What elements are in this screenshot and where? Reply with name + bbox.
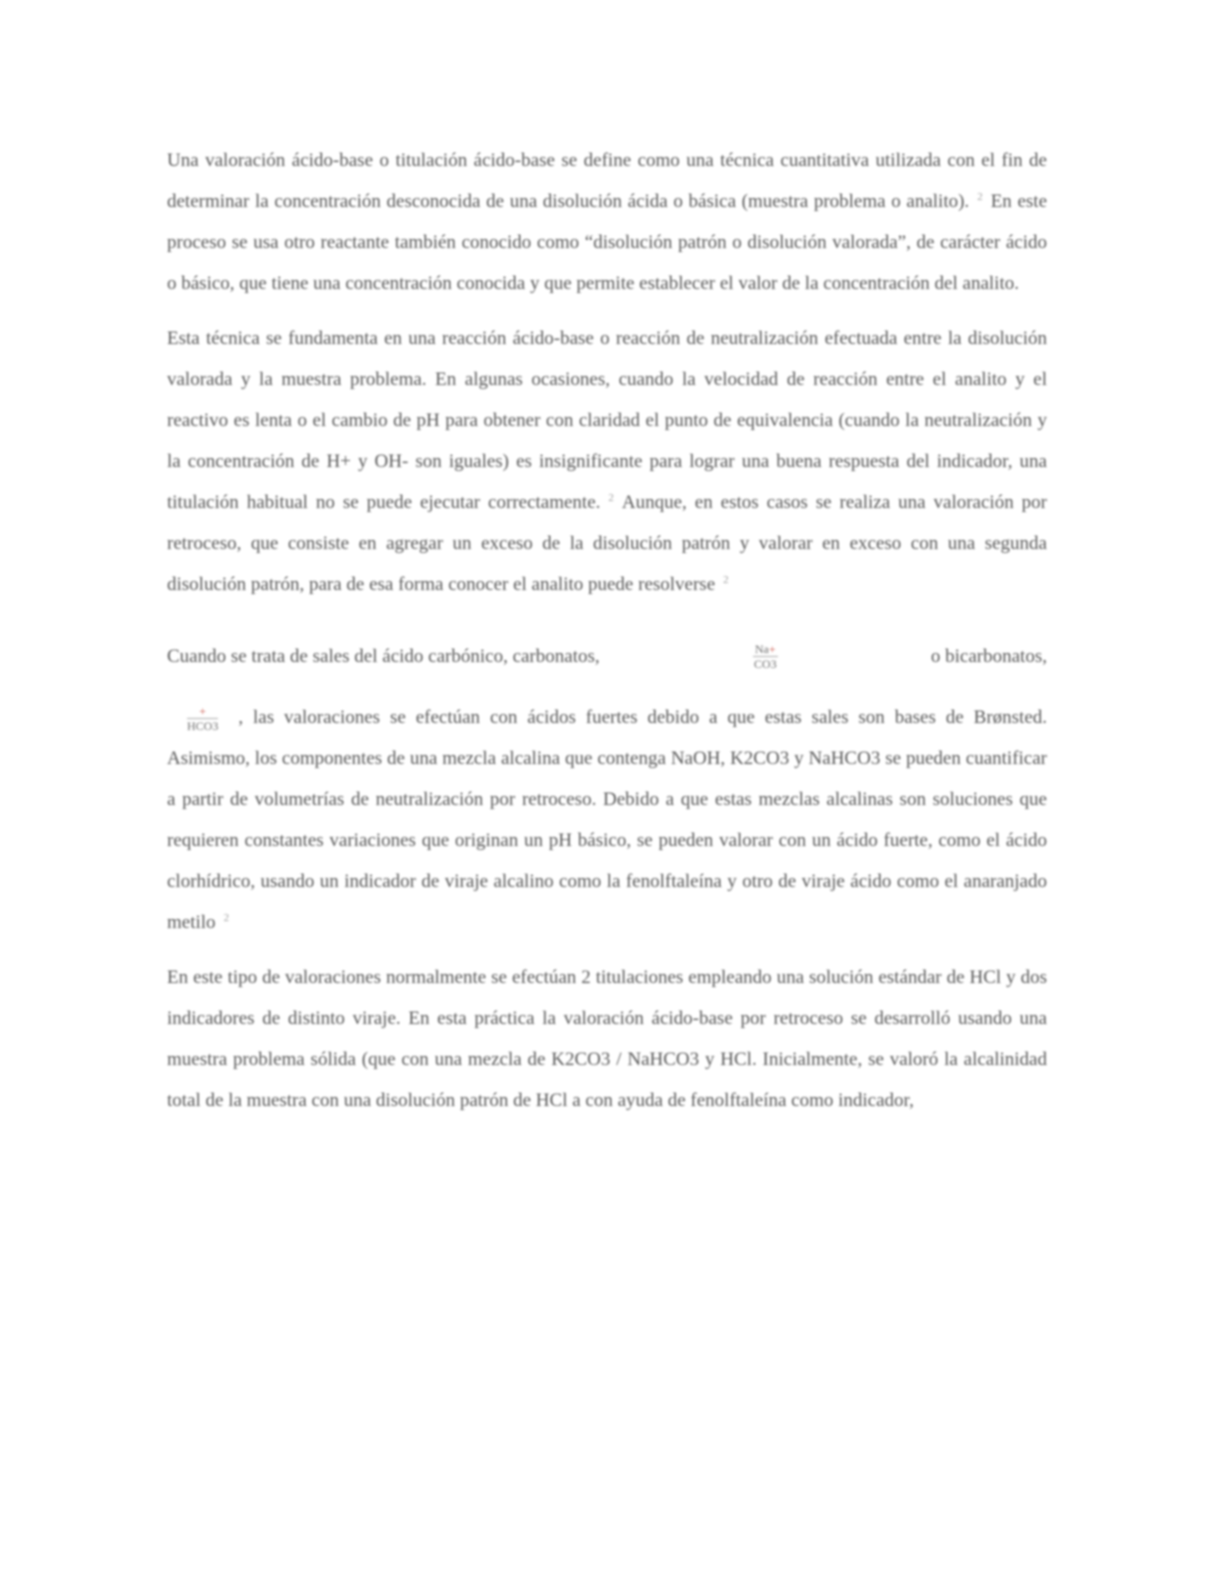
paragraph-1-text-b: En este proceso se usa otro reactante también conocido como “disolución patrón o disolución valorada”, de carácter ácido o básico, que tiene una concentración conocida y que permite establecer el valor de la concentración del analito. bbox=[167, 191, 1047, 294]
paragraph-3: $\frac{+}{\text{HCO3}}$ , las valoraciones se efectúan con ácidos fuertes debido a que estas sales son bases de Brønsted. Asimismo, los componentes de una mezcla alcalina que contenga NaOH, K2CO3 y NaHCO3 se pueden cuantificar a partir de volumetrías de neutralización por retroceso. Debido a que estas mezclas alcalinas son soluciones que requieren constantes variaciones que originan un pH básico, se pueden valorar con un ácido fuerte, como el ácido clorhídrico, usando un indicador de viraje alcalino como la fenolftaleína y otro de viraje ácido como el anaranjado metilo 2 bbox=[167, 704, 1047, 933]
formula-denominator: HCO3 bbox=[187, 719, 219, 734]
paragraph-4-text-a: En este tipo de valoraciones normalmente se efectúan 2 titulaciones empleando una solución estándar de HCl y dos indicadores de distinto viraje. En esta práctica la valoración ácido-base por retroceso se desarrolló usando una muestra problema sólida (que con una mezcla de K2CO3 / NaHCO3 y HCl. Inicialmente, se valoró la alcalinidad total de la muestra con una disolución patrón de HCl a con ayuda de fenolftaleína como indicador, bbox=[167, 967, 1047, 1111]
paragraph-1: Una valoración ácido-base o titulación ácido-base se define como una técnica cuantitativa utilizada con el fin de determinar la concentración desconocida de una disolución ácida o básica (muestra problema o analito). 2 En este proceso se usa otro reactante también conocido como “disolución patrón o disolución valorada”, de carácter ácido o básico, que tiene una concentración conocida y que permite establecer el valor de la concentración del analito. bbox=[167, 150, 1047, 294]
paragraph-4 bbox=[167, 957, 1047, 1121]
formula-numerator: + bbox=[187, 704, 218, 719]
paragraph-3-text-b: , las valoraciones se efectúan con ácidos fuertes debido a que estas sales son bases de Brønsted. Asimismo, los componentes de una mezcla alcalina que contenga NaOH, K2CO3 y NaHCO3 se pueden cuantificar a partir de volumetrías de neutralización por retroceso. Debido a que estas mezclas alcalinas son soluciones que requieren constantes variaciones que originan un pH básico, se pueden valorar con un ácido fuerte, como el ácido clorhídrico, usando un indicador de viraje alcalino como la fenolftaleína y otro de viraje ácido como el anaranjado metilo bbox=[167, 707, 1047, 933]
formula-lead-text: Cuando se trata de sales del ácido carbónico, carbonatos, bbox=[167, 645, 600, 667]
carbonate-formula bbox=[753, 642, 778, 671]
formula-line bbox=[167, 619, 1047, 693]
formula-numerator: Na+ bbox=[754, 641, 776, 656]
paragraph-1-text-a: Una valoración ácido-base o titulación ácido-base se define como una técnica cuantitativa utilizada con el fin de determinar la concentración desconocida de una disolución ácida o básica (muestra problema o analito). bbox=[167, 150, 1047, 212]
document-body bbox=[167, 140, 1047, 1135]
paragraph-2: Esta técnica se fundamenta en una reacción ácido-base o reacción de neutralización efectuada entre la disolución valorada y la muestra problema. En algunas ocasiones, cuando la velocidad de reacción entre el analito y el reactivo es lenta o el cambio de pH para obtener con claridad el punto de equivalencia (cuando la neutralización y la concentración de H+ y OH- son iguales) es insignificante para lograr una buena respuesta del indicador, una titulación habitual no se puede ejecutar correctamente. 2 Aunque, en estos casos se realiza una valoración por retroceso, que consiste en agregar un exceso de la disolución patrón y valorar en exceso con una segunda disolución patrón, para de esa forma conocer el analito puede resolverse 2 bbox=[167, 328, 1047, 595]
formula-denominator: CO3 bbox=[753, 656, 777, 671]
paragraph-2-text-b: Aunque, en estos casos se realiza una valoración por retroceso, que consiste en agregar un exceso de la disolución patrón y valorar en exceso con una segunda disolución patrón, para de esa forma conocer el analito puede resolverse bbox=[167, 492, 1047, 595]
paragraph-2-text-a: Esta técnica se fundamenta en una reacción ácido-base o reacción de neutralización efectuada entre la disolución valorada y la muestra problema. En algunas ocasiones, cuando la velocidad de reacción entre el analito y el reactivo es lenta o el cambio de pH para obtener con claridad el punto de equivalencia (cuando la neutralización y la concentración de H+ y OH- son iguales) es insignificante para lograr una buena respuesta del indicador, una titulación habitual no se puede ejecutar correctamente. bbox=[167, 328, 1047, 513]
formula-trail-text: o bicarbonatos, bbox=[930, 645, 1047, 667]
bicarbonate-formula bbox=[187, 704, 218, 733]
